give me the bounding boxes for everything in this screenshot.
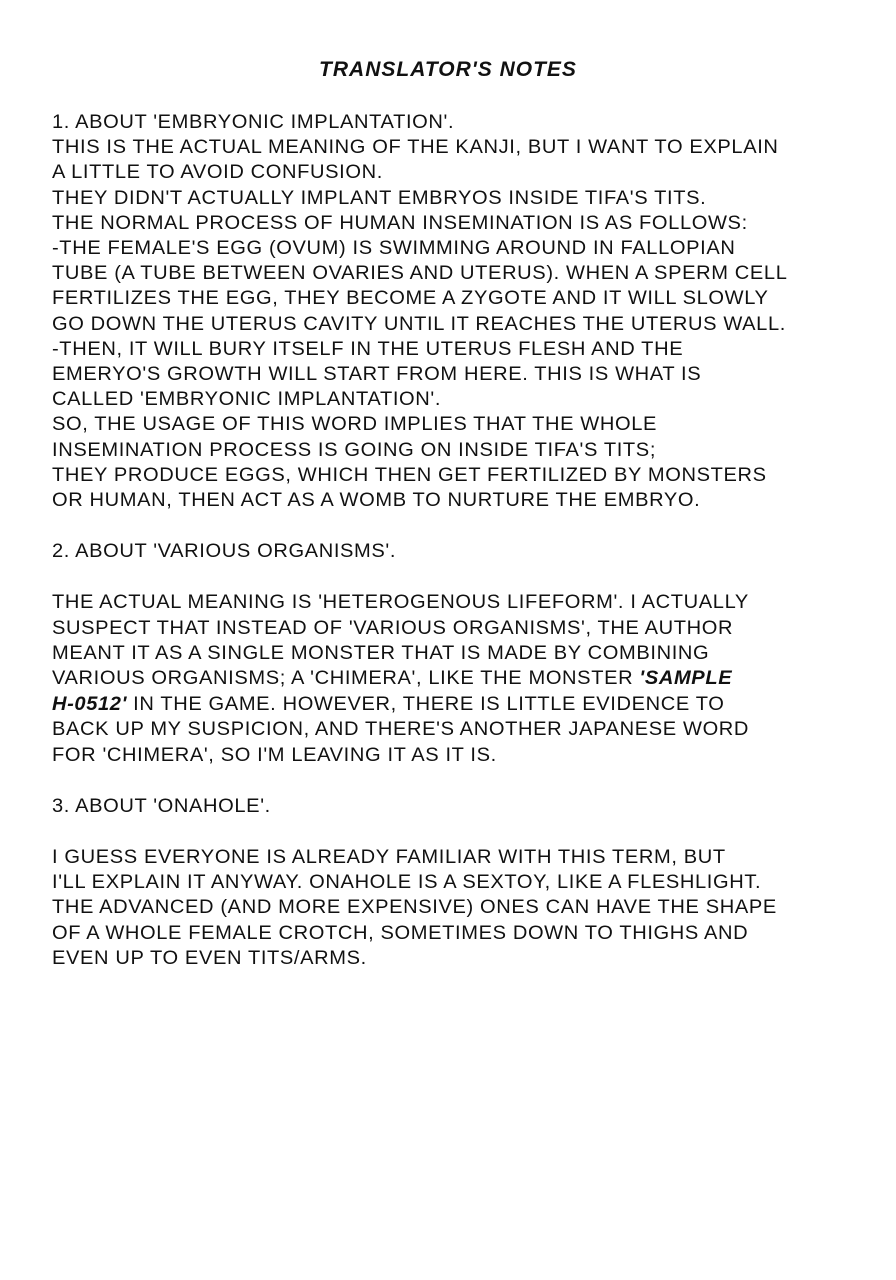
section-heading: 2. ABOUT 'VARIOUS ORGANISMS'. [52, 540, 397, 562]
section-heading: 3. ABOUT 'ONAHOLE'. [52, 795, 271, 817]
text-line: THEY PRODUCE EGGS, WHICH THEN GET FERTILIZED BY MONSTERS [52, 464, 767, 486]
text-line: FERTILIZES THE EGG, THEY BECOME A ZYGOTE AND IT WILL SLOWLY [52, 287, 769, 309]
text-line: INSEMINATION PROCESS IS GOING ON INSIDE TIFA'S TITS; [52, 439, 657, 461]
text-line: -THE FEMALE'S EGG (OVUM) IS SWIMMING AROUND IN FALLOPIAN [52, 237, 736, 259]
text-line [52, 666, 732, 690]
text-line: SUSPECT THAT INSTEAD OF 'VARIOUS ORGANISMS', THE AUTHOR [52, 617, 734, 639]
text-line: SO, THE USAGE OF THIS WORD IMPLIES THAT THE WHOLE [52, 413, 658, 435]
text-line: I'LL EXPLAIN IT ANYWAY. ONAHOLE IS A SEXTOY, LIKE A FLESHLIGHT. [52, 871, 762, 893]
section-heading: 1. ABOUT 'EMBRYONIC IMPLANTATION'. [52, 111, 455, 133]
text-line: -THEN, IT WILL BURY ITSELF IN THE UTERUS FLESH AND THE [52, 338, 684, 360]
text-line: BACK UP MY SUSPICION, AND THERE'S ANOTHER JAPANESE WORD [52, 718, 750, 740]
text-segment: IN THE GAME. HOWEVER, THERE IS LITTLE EVIDENCE TO [126, 693, 725, 715]
text-line: I GUESS EVERYONE IS ALREADY FAMILIAR WITH THIS TERM, BUT [52, 846, 726, 868]
text-line: A LITTLE TO AVOID CONFUSION. [52, 161, 383, 183]
text-line [52, 692, 724, 716]
text-line: THEY DIDN'T ACTUALLY IMPLANT EMBRYOS INSIDE TIFA'S TITS. [52, 187, 707, 209]
emphasis-text: H-0512' [52, 693, 127, 715]
text-line: MEANT IT AS A SINGLE MONSTER THAT IS MADE BY COMBINING [52, 642, 710, 664]
text-line: FOR 'CHIMERA', SO I'M LEAVING IT AS IT IS. [52, 744, 497, 766]
text-segment: VARIOUS ORGANISMS; A 'CHIMERA', LIKE THE MONSTER [52, 667, 640, 689]
text-line: TUBE (A TUBE BETWEEN OVARIES AND UTERUS). WHEN A SPERM CELL [52, 262, 788, 284]
text-line: THIS IS THE ACTUAL MEANING OF THE KANJI, BUT I WANT TO EXPLAIN [52, 136, 779, 158]
page-title: TRANSLATOR'S NOTES [319, 58, 577, 81]
text-line: GO DOWN THE UTERUS CAVITY UNTIL IT REACHES THE UTERUS WALL. [52, 313, 786, 335]
text-line: CALLED 'EMBRYONIC IMPLANTATION'. [52, 388, 442, 410]
text-line: OR HUMAN, THEN ACT AS A WOMB TO NURTURE THE EMBRYO. [52, 489, 701, 511]
text-line: THE ADVANCED (AND MORE EXPENSIVE) ONES CAN HAVE THE SHAPE [52, 896, 777, 918]
emphasis-text: 'SAMPLE [639, 667, 733, 689]
text-line: EMERYO'S GROWTH WILL START FROM HERE. THIS IS WHAT IS [52, 363, 702, 385]
text-line: EVEN UP TO EVEN TITS/ARMS. [52, 947, 367, 969]
text-line: THE ACTUAL MEANING IS 'HETEROGENOUS LIFEFORM'. I ACTUALLY [52, 591, 749, 613]
text-line: THE NORMAL PROCESS OF HUMAN INSEMINATION IS AS FOLLOWS: [52, 212, 748, 234]
text-line: OF A WHOLE FEMALE CROTCH, SOMETIMES DOWN TO THIGHS AND [52, 922, 749, 944]
